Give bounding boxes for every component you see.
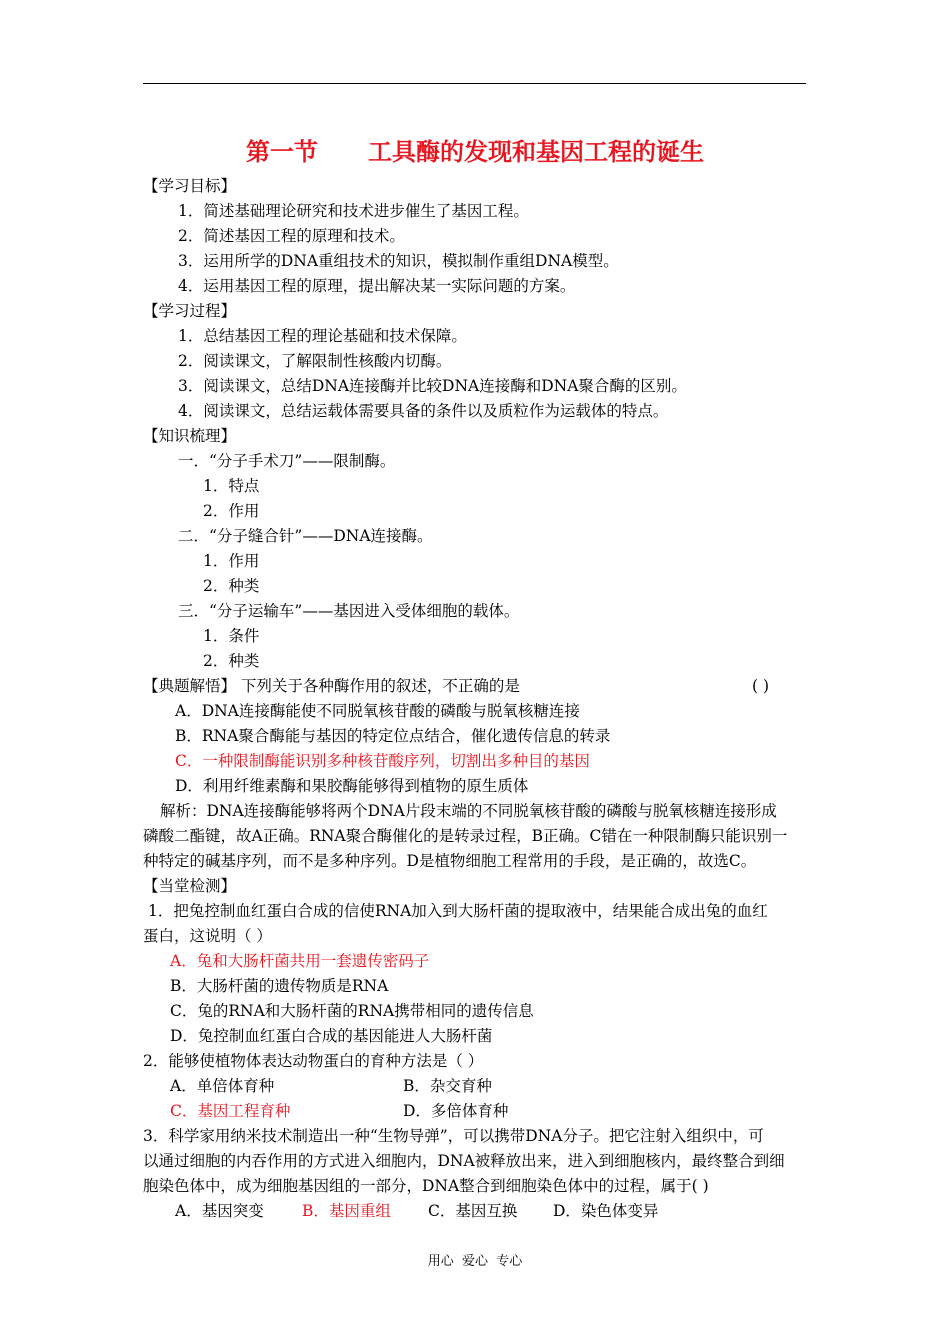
q2-option-d: D．多倍体育种 [403,1102,509,1120]
q2-option-b: B．杂交育种 [403,1077,492,1095]
q3-option-d: D．染色体变异 [553,1202,659,1220]
question-3: 3．科学家用纳米技术制造出一种“生物导弹”，可以携带DNA分子。把它注射入组织中，可 [143,1127,764,1145]
explanation-line: 种特定的碱基序列，而不是多种序列。D是植物细胞工程常用的手段，是正确的，故选C。 [143,852,757,870]
knowledge-subitem: 2．作用 [203,502,260,520]
q1-option-a-answer: A．兔和大肠杆菌共用一套遗传密码子 [170,952,430,970]
q1-option-c: C．兔的RNA和大肠杆菌的RNA携带相同的遗传信息 [170,1002,534,1020]
answer-parentheses: ( ) [752,677,770,695]
q3-option-b-answer: B．基因重组 [302,1202,391,1220]
process-item: 4．阅读课文，总结运载体需要具备的条件以及质粒作为运载体的特点。 [178,402,669,420]
page-title: 第一节 工具酶的发现和基因工程的诞生 [245,138,705,166]
example-option-a: A．DNA连接酶能使不同脱氧核苷酸的磷酸与脱氧核糖连接 [175,702,580,720]
process-item: 1．总结基因工程的理论基础和技术保障。 [178,327,467,345]
objective-item: 4．运用基因工程的原理，提出解决某一实际问题的方案。 [178,277,576,295]
objective-item: 2．简述基因工程的原理和技术。 [178,227,405,245]
knowledge-section: 三．“分子运输车”——基因进入受体细胞的载体。 [178,602,520,620]
check-heading: 【当堂检测】 [143,877,237,895]
header-rule [143,83,806,84]
example-heading: 【典题解悟】 下列关于各种酶作用的叙述，不正确的是 [143,677,520,695]
question-1-cont: 蛋白，这说明（ ） [143,927,272,945]
knowledge-heading: 【知识梳理】 [143,427,237,445]
question-2: 2．能够使植物体表达动物蛋白的育种方法是（ ） [143,1052,484,1070]
example-option-c-answer: C．一种限制酶能识别多种核苷酸序列，切割出多种目的基因 [175,752,590,770]
knowledge-section: 二．“分子缝合针”——DNA连接酶。 [178,527,433,545]
question-3-cont: 以通过细胞的内吞作用的方式进入细胞内，DNA被释放出来，进入到细胞核内，最终整合到细 [143,1152,785,1170]
q1-option-d: D．兔控制血红蛋白合成的基因能进人大肠杆菌 [170,1027,493,1045]
objective-item: 1．简述基础理论研究和技术进步催生了基因工程。 [178,202,529,220]
question-1: 1．把兔控制血红蛋白合成的信使RNA加入到大肠杆菌的提取液中，结果能合成出兔的血红 [148,902,768,920]
example-option-d: D．利用纤维素酶和果胶酶能够得到植物的原生质体 [175,777,529,795]
example-option-b: B．RNA聚合酶能与基因的特定位点结合，催化遗传信息的转录 [175,727,611,745]
process-item: 2．阅读课文，了解限制性核酸内切酶。 [178,352,452,370]
explanation-line: 解析：DNA连接酶能够将两个DNA片段末端的不同脱氧核苷酸的磷酸与脱氧核糖连接形成 [160,802,777,820]
knowledge-section: 一．“分子手术刀”——限制酶。 [178,452,396,470]
q1-option-b: B．大肠杆菌的遗传物质是RNA [170,977,389,995]
q2-option-a: A．单倍体育种 [170,1077,275,1095]
q2-option-c-answer: C．基因工程育种 [170,1102,291,1120]
knowledge-subitem: 2．种类 [203,577,260,595]
process-heading: 【学习过程】 [143,302,237,320]
knowledge-subitem: 1．特点 [203,477,260,495]
q3-option-c: C．基因互换 [428,1202,518,1220]
knowledge-subitem: 2．种类 [203,652,260,670]
objective-item: 3．运用所学的DNA重组技术的知识，模拟制作重组DNA模型。 [178,252,619,270]
knowledge-subitem: 1．作用 [203,552,260,570]
question-3-cont: 胞染色体中，成为细胞基因组的一部分，DNA整合到细胞染色体中的过程，属于( ) [143,1177,709,1195]
explanation-line: 磷酸二酯键，故A正确。RNA聚合酶催化的是转录过程，B正确。C错在一种限制酶只能识别一 [143,827,788,845]
objectives-heading: 【学习目标】 [143,177,237,195]
process-item: 3．阅读课文，总结DNA连接酶并比较DNA连接酶和DNA聚合酶的区别。 [178,377,687,395]
q3-option-a: A．基因突变 [175,1202,264,1220]
knowledge-subitem: 1．条件 [203,627,260,645]
page-footer: 用心 爱心 专心 [427,1254,523,1269]
